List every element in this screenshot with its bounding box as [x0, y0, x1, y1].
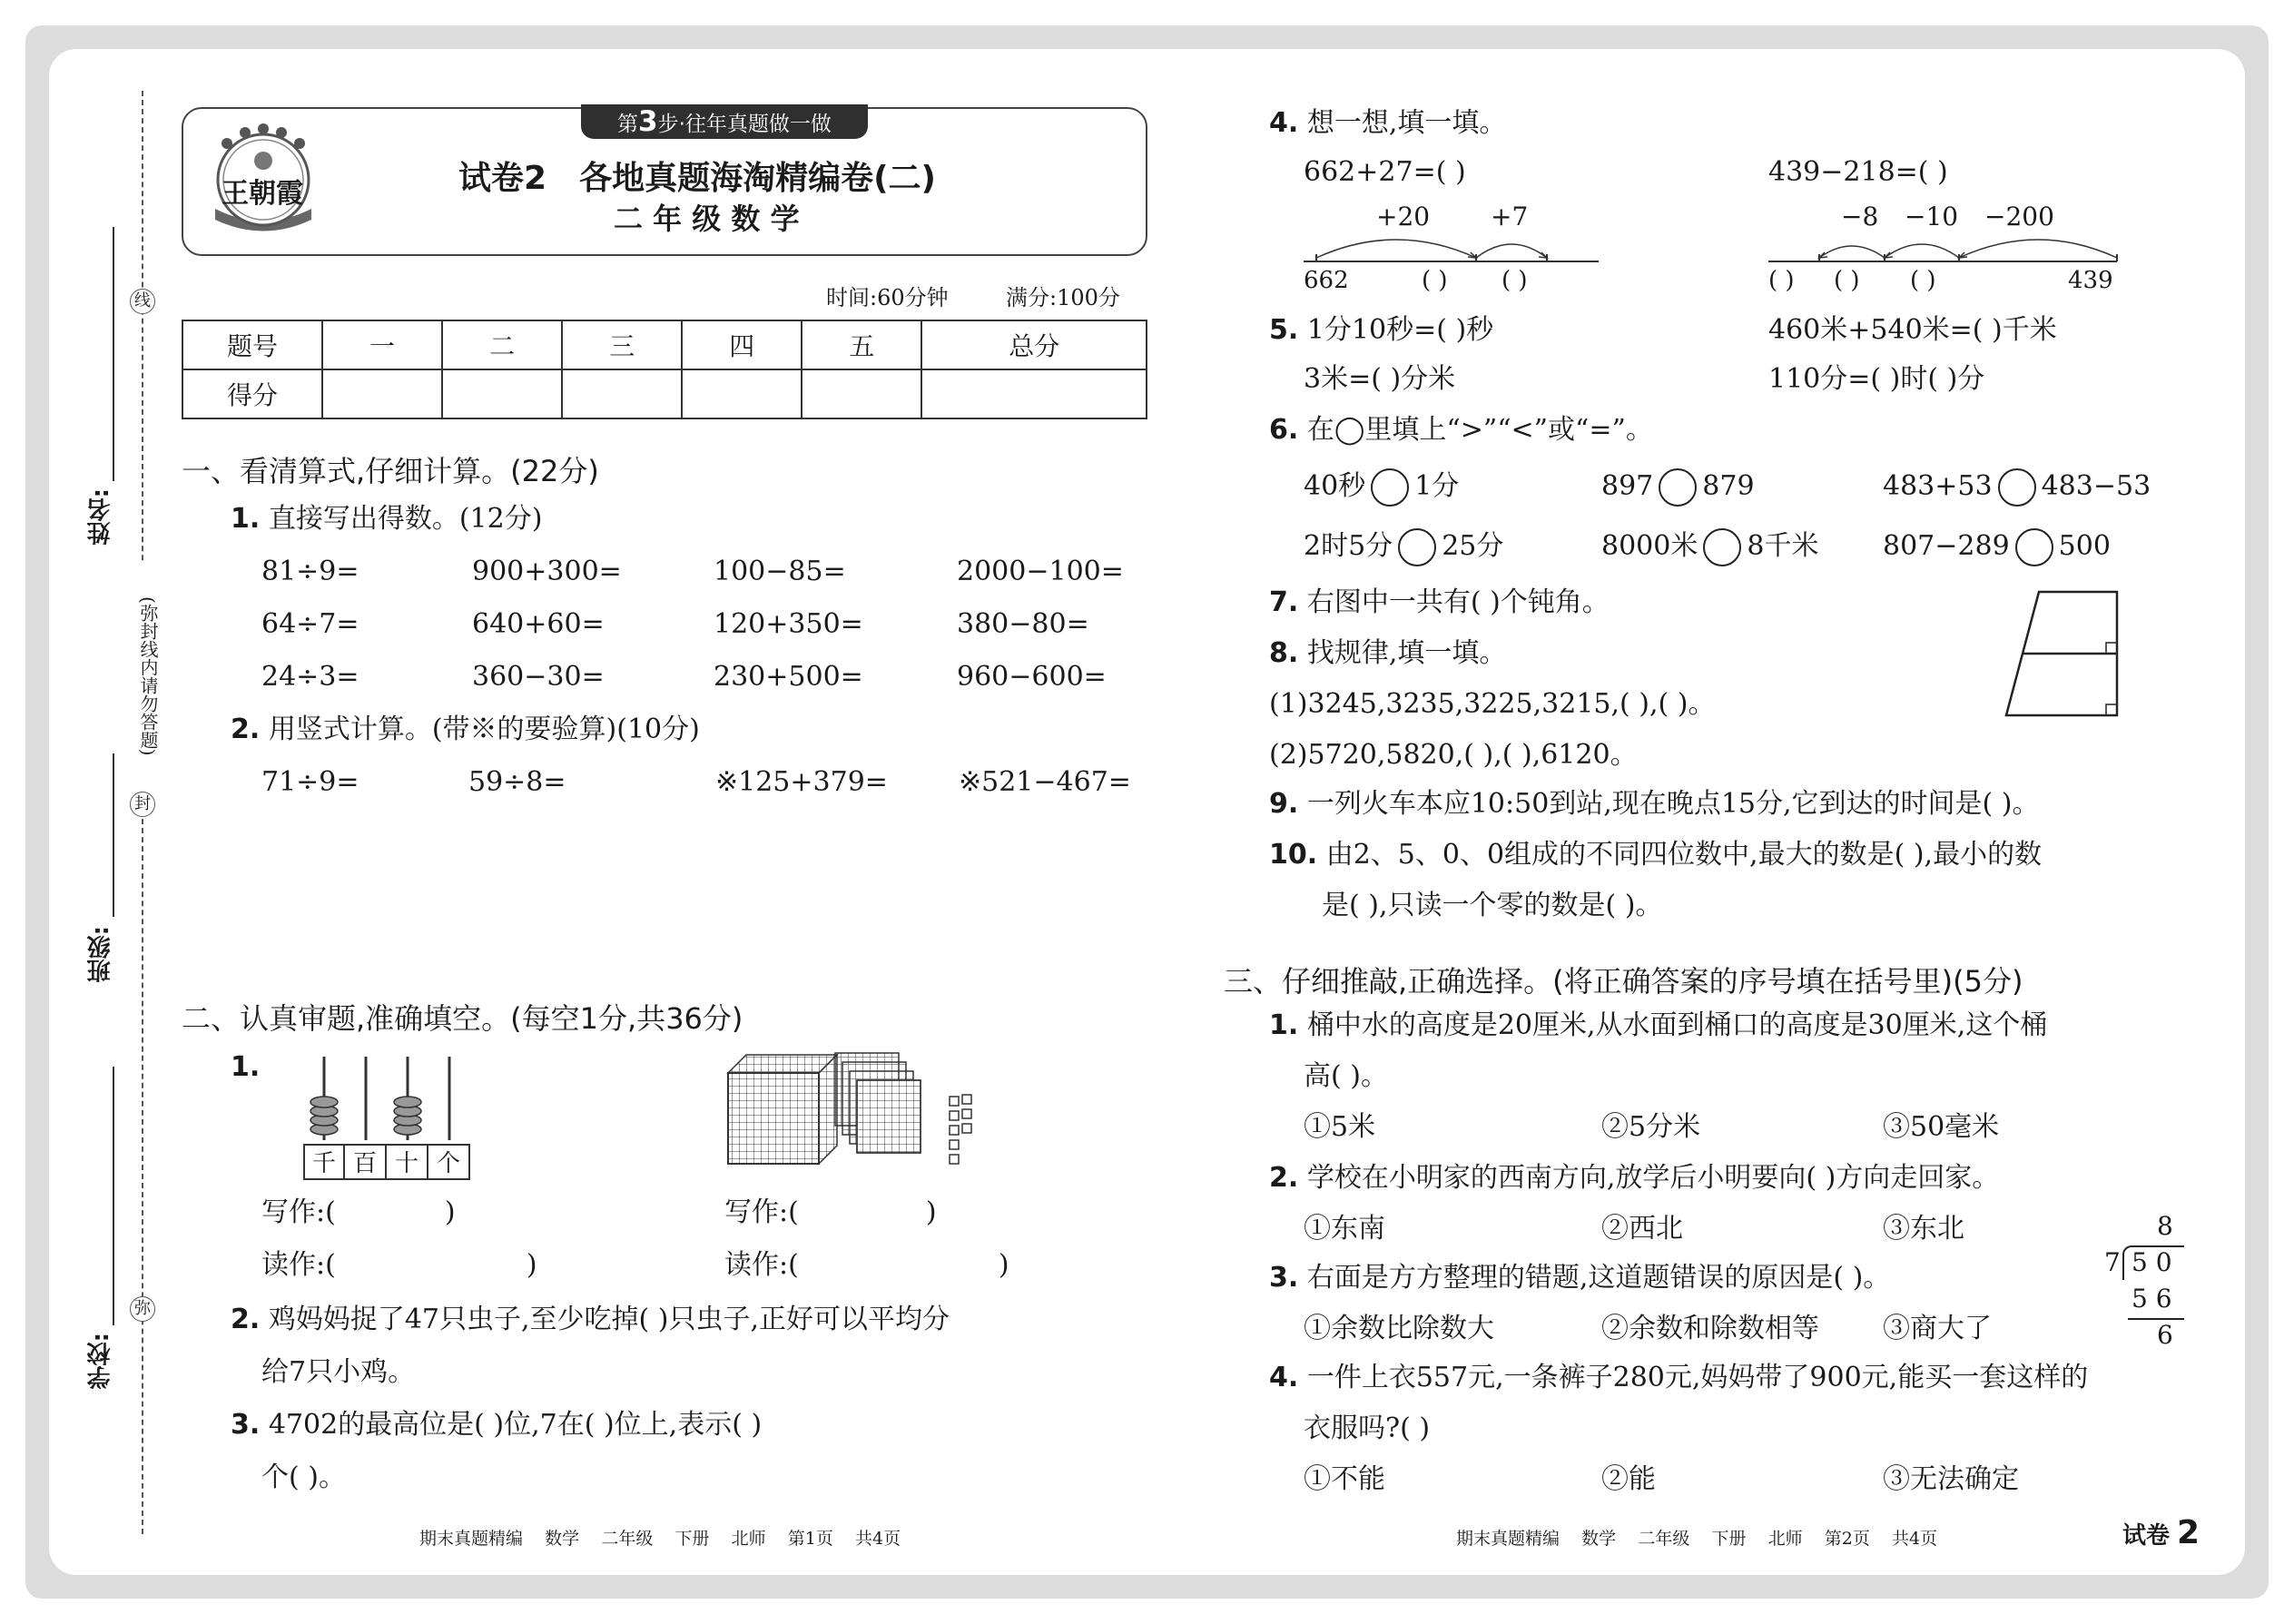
base-ten-blocks — [724, 1049, 988, 1167]
school-field[interactable] — [113, 1067, 114, 1325]
compare-item: 8000米 8千米 — [1601, 528, 1818, 566]
s2-q3-cont: 个( )。 — [261, 1462, 346, 1493]
compare-circle[interactable] — [1703, 528, 1741, 566]
number-line-2-blank[interactable]: ( ) — [1834, 267, 1860, 294]
vertical-calc-item: 59÷8= — [468, 766, 566, 798]
option[interactable]: ②5分米 — [1601, 1111, 1701, 1143]
s2-q8: 8. 找规律,填一填。 — [1269, 637, 1507, 669]
s3-q1-cont: 高( )。 — [1304, 1060, 1388, 1092]
s3-q3: 3. 右面是方方整理的错题,这道题错误的原因是( )。 — [1269, 1262, 1891, 1294]
option[interactable]: ②西北 — [1601, 1213, 1683, 1245]
number-line-1-step-20: +20 — [1376, 202, 1431, 231]
calc-item: 960−600= — [957, 661, 1107, 693]
s2-q6: 6. 在◯里填上“>”“<”或“=”。 — [1269, 414, 1653, 446]
number-line-2-step-8: −8 — [1841, 202, 1879, 231]
s3-q2: 2. 学校在小明家的西南方向,放学后小明要向( )方向走回家。 — [1269, 1162, 2000, 1194]
compare-circle[interactable] — [1659, 468, 1697, 507]
footer-right: 期末真题精编 数学 二年级 下册 北师 第2页 共4页 — [1456, 1529, 1938, 1549]
score-cell[interactable] — [682, 369, 802, 418]
score-header-row — [182, 320, 1147, 369]
division-divisor: 7 — [2104, 1247, 2121, 1277]
option[interactable]: ①不能 — [1304, 1463, 1385, 1495]
s2-q2: 2. 鸡妈妈捉了47只虫子,至少吃掉( )只虫子,正好可以平均分 — [231, 1304, 950, 1335]
exam-full-score: 满分:100分 — [1006, 285, 1120, 310]
footer-left: 期末真题精编 数学 二年级 下册 北师 第1页 共4页 — [419, 1529, 901, 1549]
vertical-calc-item: ※125+379= — [715, 766, 888, 798]
binding-mark-mi: 弥 — [130, 1296, 155, 1322]
number-line-2-step-10: −10 — [1905, 202, 1959, 231]
binding-mark-xian: 线 — [130, 289, 155, 314]
option[interactable]: ②余数和除数相等 — [1601, 1313, 1819, 1344]
compare-item: 807−289 500 — [1883, 528, 2111, 566]
exam-subtitle: 二 年 级 数 学 — [614, 202, 800, 236]
vertical-calc-item: ※521−467= — [959, 766, 1131, 798]
score-cell[interactable] — [802, 369, 921, 418]
option[interactable]: ③无法确定 — [1883, 1463, 2019, 1495]
compare-item: 483+53 483−53 — [1883, 468, 2151, 507]
score-col-3: 三 — [562, 320, 682, 369]
division-rule — [2128, 1318, 2184, 1320]
s2-q4-eq2: 439−218=( ) — [1768, 156, 1948, 188]
number-line-2-end: 439 — [2068, 267, 2113, 294]
number-line-1-step-7: +7 — [1491, 202, 1529, 231]
s2-q5-d: 110分=( )时( )分 — [1768, 363, 1985, 395]
section-2-title: 二、认真审题,准确填空。(每空1分,共36分) — [182, 1001, 743, 1036]
read-as-b: 读作:( ) — [724, 1249, 1009, 1281]
section-1-title: 一、看清算式,仔细计算。(22分) — [182, 454, 599, 488]
score-row-label: 得分 — [182, 369, 322, 418]
number-line-2-blank[interactable]: ( ) — [1768, 267, 1795, 294]
calc-item: 230+500= — [714, 661, 863, 693]
abacus-label-tens: 十 — [387, 1144, 428, 1180]
number-line-2-blank[interactable]: ( ) — [1910, 267, 1936, 294]
s2-q10: 10. 由2、5、0、0组成的不同四位数中,最大的数是( ),最小的数 — [1269, 839, 2043, 871]
s2-q5-a: 5. 1分10秒=( )秒 — [1269, 314, 1494, 346]
s2-q4-eq1: 662+27=( ) — [1304, 156, 1466, 188]
name-field[interactable] — [113, 227, 114, 481]
s2-q2-cont: 给7只小鸡。 — [261, 1356, 416, 1388]
number-line-2 — [1768, 202, 2122, 301]
number-line-2-step-200: −200 — [1984, 202, 2054, 231]
score-col-2: 二 — [442, 320, 562, 369]
number-line-1 — [1304, 202, 1603, 301]
number-line-1-blank[interactable]: ( ) — [1501, 267, 1528, 294]
s2-q1-num: 1. — [231, 1051, 261, 1083]
s2-q5-b: 460米+540米=( )千米 — [1768, 314, 2057, 346]
compare-item: 2时5分 25分 — [1304, 528, 1503, 566]
score-col-5: 五 — [802, 320, 921, 369]
abacus — [303, 1053, 470, 1176]
exam-number: 试卷2 — [458, 160, 547, 197]
score-cell[interactable] — [921, 369, 1147, 418]
exam-time: 时间:60分钟 — [826, 285, 949, 310]
score-col-label: 题号 — [182, 320, 322, 369]
compare-circle[interactable] — [2015, 528, 2053, 566]
option[interactable]: ③商大了 — [1883, 1313, 1992, 1344]
s3-q1: 1. 桶中水的高度是20厘米,从水面到桶口的高度是30厘米,这个桶 — [1269, 1009, 2048, 1041]
score-col-4: 四 — [682, 320, 802, 369]
binding-mark-feng: 封 — [130, 792, 155, 817]
s1-q2: 2. 用竖式计算。(带※的要验算)(10分) — [231, 714, 700, 745]
division-dividend: 5 0 — [2132, 1247, 2172, 1277]
calc-item: 640+60= — [472, 608, 605, 640]
s3-q4-cont: 衣服吗?( ) — [1304, 1412, 1431, 1444]
calc-item: 2000−100= — [957, 556, 1124, 587]
calc-item: 380−80= — [957, 608, 1089, 640]
vertical-calc-workspace[interactable] — [261, 810, 1133, 973]
exam-title — [458, 153, 936, 199]
score-table — [182, 320, 1147, 419]
number-line-1-start: 662 — [1304, 267, 1349, 294]
compare-item: 40秒 1分 — [1304, 468, 1459, 507]
s2-q7: 7. 右图中一共有( )个钝角。 — [1269, 586, 1610, 618]
option[interactable]: ①5米 — [1304, 1111, 1376, 1143]
name-label: 姓名: — [87, 488, 114, 546]
score-cell[interactable] — [442, 369, 562, 418]
division-remainder: 6 — [2157, 1320, 2173, 1350]
compare-circle[interactable] — [1371, 468, 1409, 507]
s1-q1: 1. 直接写出得数。(12分) — [231, 503, 543, 535]
option[interactable]: ②能 — [1601, 1463, 1656, 1495]
abacus-label-thousands: 千 — [303, 1144, 345, 1180]
calc-item: 81÷9= — [261, 556, 359, 587]
s2-q8-2: (2)5720,5820,( ),( ),6120。 — [1269, 739, 1638, 771]
option[interactable]: ①余数比除数大 — [1304, 1313, 1494, 1344]
option[interactable]: ①东南 — [1304, 1213, 1385, 1245]
score-value-row — [182, 369, 1147, 418]
compare-item: 897 879 — [1601, 468, 1755, 507]
s3-q4: 4. 一件上衣557元,一条裤子280元,妈妈带了900元,能买一套这样的 — [1269, 1362, 2089, 1393]
write-as-b: 写作:( ) — [724, 1196, 937, 1228]
score-col-total: 总分 — [921, 320, 1147, 369]
logo-text: 王朝霞 — [222, 178, 303, 210]
division-quotient: 8 — [2157, 1211, 2173, 1241]
score-cell[interactable] — [322, 369, 442, 418]
exam-name: 各地真题海淘精编卷(二) — [579, 160, 936, 197]
long-division — [2104, 1211, 2186, 1350]
abacus-label-hundreds: 百 — [345, 1144, 387, 1180]
calc-item: 100−85= — [714, 556, 846, 587]
abacus-label-ones: 个 — [428, 1144, 470, 1180]
option[interactable]: ③50毫米 — [1883, 1111, 2000, 1143]
calc-item: 24÷3= — [261, 661, 359, 693]
abacus-place-labels — [303, 1144, 470, 1180]
division-product: 5 6 — [2132, 1284, 2172, 1314]
s2-q3: 3. 4702的最高位是( )位,7在( )位上,表示( ) — [231, 1409, 763, 1441]
option[interactable]: ③东北 — [1883, 1213, 1964, 1245]
calc-item: 900+300= — [472, 556, 622, 587]
vertical-calc-item: 71÷9= — [261, 766, 359, 798]
exam-badge: 试卷 2 — [2122, 1514, 2200, 1551]
score-col-1: 一 — [322, 320, 442, 369]
calc-item: 64÷7= — [261, 608, 359, 640]
s2-q10-cont: 是( ),只读一个零的数是( )。 — [1322, 890, 1663, 921]
s2-q5-c: 3米=( )分米 — [1304, 363, 1456, 395]
number-line-1-blank[interactable]: ( ) — [1422, 267, 1448, 294]
section-3-title: 三、仔细推敲,正确选择。(将正确答案的序号填在括号里)(5分) — [1224, 964, 2023, 999]
s2-q4: 4. 想一想,填一填。 — [1269, 107, 1507, 139]
calc-item: 120+350= — [714, 608, 863, 640]
compare-circle[interactable] — [1998, 468, 2036, 507]
compare-circle[interactable] — [1398, 528, 1436, 566]
class-label: 班级: — [87, 926, 114, 983]
binding-note: (弥封线内请勿答题) — [122, 563, 162, 790]
read-as-a: 读作:( ) — [261, 1249, 537, 1281]
obtuse-angle-figure — [2003, 588, 2121, 721]
step-badge: 第3步·往年真题做一做 — [581, 104, 868, 139]
score-cell[interactable] — [562, 369, 682, 418]
class-field[interactable] — [113, 753, 114, 917]
write-as-a: 写作:( ) — [261, 1196, 456, 1228]
s2-q8-1: (1)3245,3235,3225,3215,( ),( )。 — [1269, 688, 1716, 720]
s2-q9: 9. 一列火车本应10:50到站,现在晚点15分,它到达的时间是( )。 — [1269, 788, 2040, 820]
calc-item: 360−30= — [472, 661, 605, 693]
school-label: 学校: — [87, 1333, 114, 1390]
